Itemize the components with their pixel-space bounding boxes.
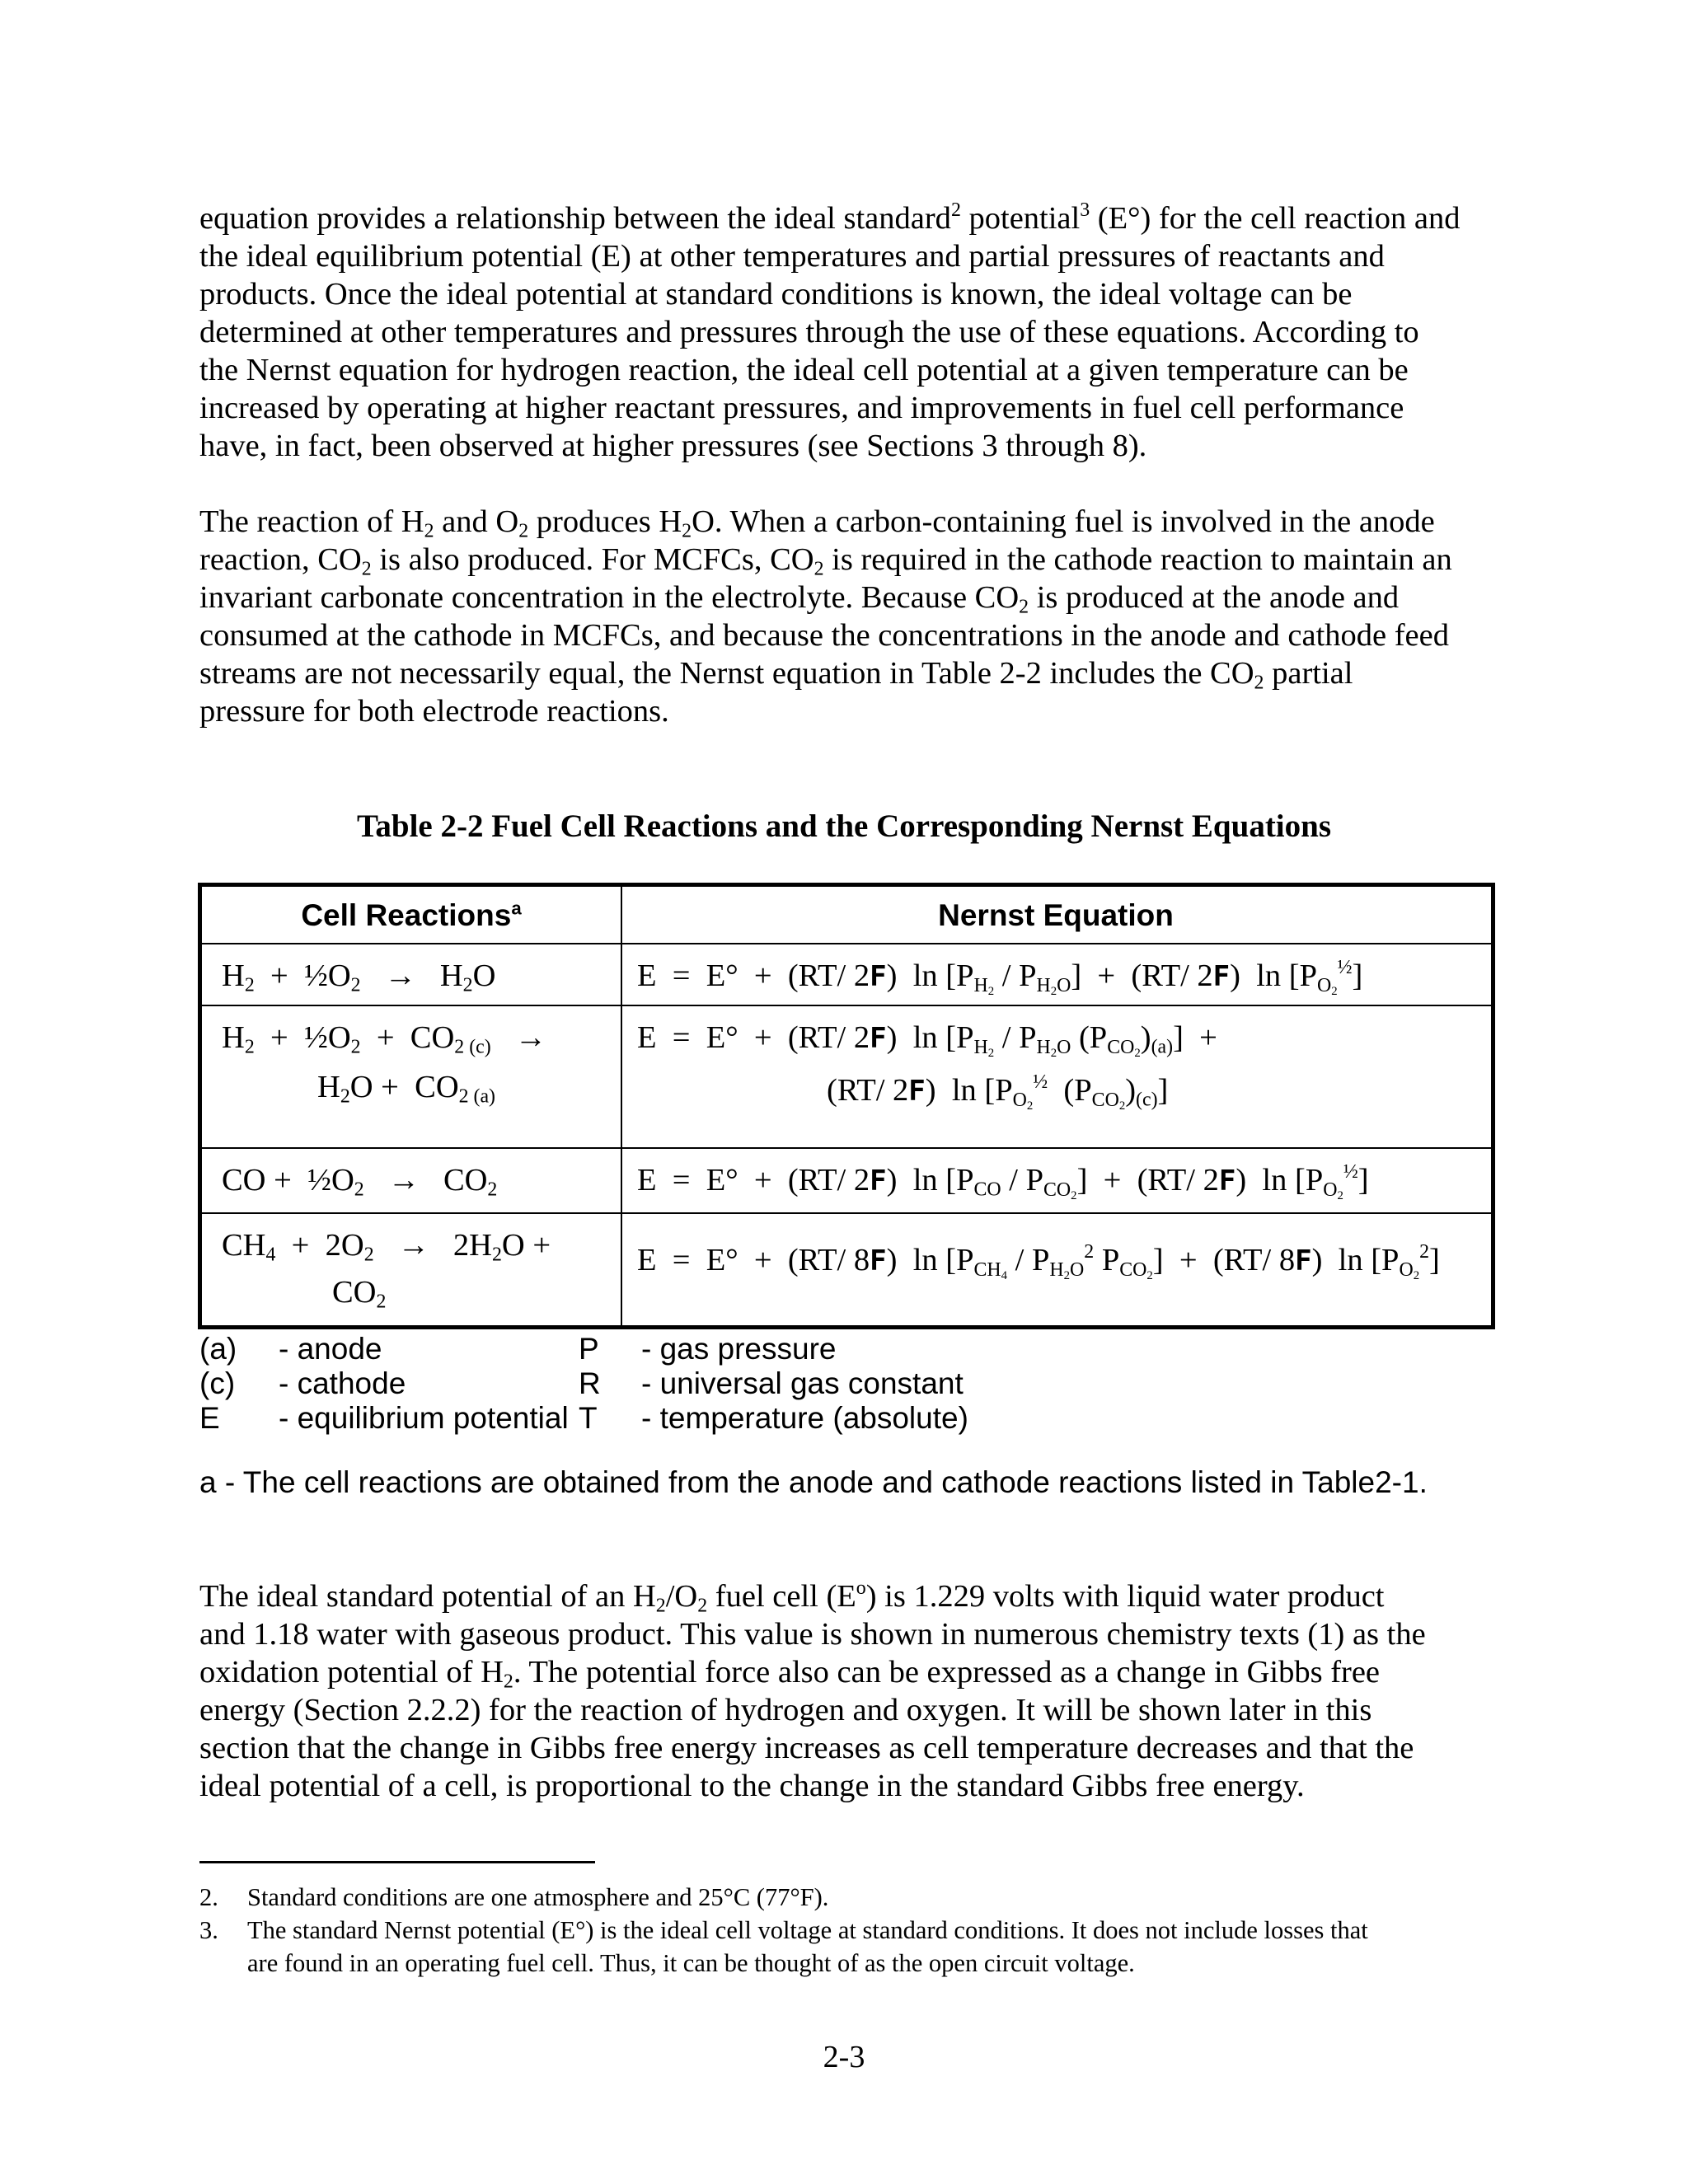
text-line: ideal potential of a cell, is proportional to the change in the standard Gibbs free energy. — [199, 1769, 1305, 1803]
paragraph-co2-reaction — [199, 503, 1495, 730]
table-footnote: a - The cell reactions are obtained from the anode and cathode reactions listed in Table2-1. — [199, 1465, 1428, 1499]
text-line: pressure for both electrode reactions. — [199, 694, 669, 729]
legend-symbol: T — [579, 1401, 598, 1435]
text-line: reaction, $CO_2$ is also produced. For MCFCs, $CO_2$ is required in the cathode reaction to maintain an — [199, 542, 1452, 580]
legend-meaning: - cathode — [279, 1366, 406, 1400]
nernst-equation-h2-co2-cont: (RT/ 2F) $\ln [P_{O_2}^{\frac{1}{2}}$ $(P_{CO_2})_{(c)}$] — [827, 1071, 1169, 1113]
cell-reaction-co: CO + $\frac{1}{2}O_2 \to CO_2$ — [222, 1163, 498, 1201]
text-line: The reaction of $H_2$ and $O_2$ produces $H_2O$. When a carbon-containing fuel is involved in the anode — [199, 504, 1435, 542]
text-line: The ideal standard potential of an $H_2/O_2$ fuel cell $(E^o)$ is 1.229 volts with liquid water product — [199, 1577, 1385, 1617]
nernst-equation-co: E = E° + (RT/ 2F) $\ln [P_{CO} / P_{CO_2}] + (RT/$ 2F) $\ln [P_{O_2}^{\frac{1}{2}}]$ — [637, 1161, 1369, 1202]
row-divider — [202, 1005, 1491, 1006]
text-line: have, in fact, been observed at higher pressures (see Sections 3 through 8). — [199, 429, 1147, 463]
nernst-equation-h2: E = E° + (RT/ 2F) $\ln [P_{H_2} / P_{H_2O}] + (RT/$ 2F) $\ln [P_{O_2}^{\frac{1}{2}}]$ — [637, 957, 1363, 998]
footnote-text-continued: are found in an operating fuel cell. Thus, it can be thought of as the open circuit voltage. — [247, 1949, 1135, 1977]
cell-reaction-h2: $H_2$ + $\frac{1}{2}O_2 \to H_2O$ — [222, 958, 496, 996]
cell-reaction-ch4: $CH_4 + 2O_2 \to 2H_2O$ + — [222, 1228, 551, 1266]
legend-symbol: P — [579, 1332, 599, 1366]
cell-reaction-h2-co2: $H_2$ + $\frac{1}{2}O_2 + CO_{2 (c)}$ → — [222, 1020, 547, 1058]
legend-symbol: (c) — [199, 1366, 236, 1400]
legend-meaning: - gas pressure — [641, 1332, 837, 1366]
text-line: increased by operating at higher reactant pressures, and improvements in fuel cell performance — [199, 391, 1404, 425]
nernst-equation-h2-co2: E = E° + (RT/ 2F) $\ln [P_{H_2} / P_{H_2O}$ $(P_{CO_2})_{(a)}$] + — [637, 1020, 1217, 1060]
text-line: section that the change in Gibbs free energy increases as cell temperature decreases and that the — [199, 1731, 1414, 1765]
text-line: consumed at the cathode in MCFCs, and because the concentrations in the anode and cathode feed — [199, 618, 1449, 653]
column-header-cell-reactions: Cell Reactions$^a$ — [301, 898, 522, 932]
paragraph-nernst-intro — [199, 199, 1495, 465]
paragraph-standard-potential — [199, 1577, 1495, 1805]
legend-meaning: - anode — [279, 1332, 382, 1366]
column-divider — [621, 887, 622, 1325]
legend-meaning: - equilibrium potential — [279, 1401, 569, 1435]
legend-meaning: - temperature (absolute) — [641, 1401, 968, 1435]
text-line: and 1.18 water with gaseous product. This value is shown in numerous chemistry texts (1) as the — [199, 1617, 1426, 1652]
footnote-ref[interactable]: 3 — [1080, 199, 1090, 222]
text-line: invariant carbonate concentration in the electrolyte. Because $CO_2$ is produced at the anode and — [199, 580, 1400, 618]
cell-reaction-h2-co2-products: $H_2O + CO_{2 (a)}$ — [317, 1070, 496, 1108]
page-number: 2-3 — [823, 2040, 865, 2074]
text-line: energy (Section 2.2.2) for the reaction of hydrogen and oxygen. It will be shown later in this — [199, 1693, 1372, 1727]
text-line: products. Once the ideal potential at standard conditions is known, the ideal voltage can be — [199, 277, 1353, 312]
legend-meaning: - universal gas constant — [641, 1366, 964, 1400]
table-caption: Table 2-2 Fuel Cell Reactions and the Corresponding Nernst Equations — [356, 808, 1332, 844]
row-divider — [202, 943, 1491, 944]
legend-symbol: E — [199, 1401, 220, 1435]
legend-symbol: R — [579, 1366, 601, 1400]
column-header-nernst-equation: Nernst Equation — [938, 898, 1174, 932]
cell-reaction-ch4-products: $CO_2$ — [332, 1275, 387, 1313]
row-divider — [202, 1147, 1491, 1149]
footnote-ref[interactable]: 2 — [950, 199, 961, 222]
footnote-text: Standard conditions are one atmosphere and 25°C (77°F). — [247, 1883, 829, 1911]
text-line: oxidation potential of $H_2$. The potential force also can be expressed as a change in Gibbs free — [199, 1655, 1381, 1693]
footnote-separator — [199, 1861, 595, 1863]
legend-symbol: (a) — [199, 1332, 237, 1366]
nernst-equation-ch4: E = E° + (RT/ 8F) $\ln [P_{CH_4} / P_{H_2O}^2$ $P_{CO_2}] + (RT/$ 8F) $\ln [P_{O_2}^2]$ — [637, 1241, 1440, 1282]
nernst-equation-table — [198, 883, 1495, 1329]
footnote-number: 2. — [199, 1883, 218, 1911]
footnote-text: The standard Nernst potential (E°) is the ideal cell voltage at standard conditions. It does not include losses that — [247, 1916, 1368, 1944]
text-line: equation provides a relationship between the ideal standard$^2$ potential$^3$ (E°) for the cell reaction and — [199, 199, 1461, 236]
text-line: determined at other temperatures and pressures through the use of these equations. According to — [199, 315, 1419, 349]
footnote-number: 3. — [199, 1916, 218, 1944]
text-line: the Nernst equation for hydrogen reaction, the ideal cell potential at a given temperature can be — [199, 353, 1409, 387]
text-line: streams are not necessarily equal, the Nernst equation in Table 2-2 includes the $CO_2$ partial — [199, 656, 1353, 694]
text-line: the ideal equilibrium potential (E) at other temperatures and partial pressures of reactants and — [199, 239, 1385, 274]
row-divider — [202, 1212, 1491, 1214]
